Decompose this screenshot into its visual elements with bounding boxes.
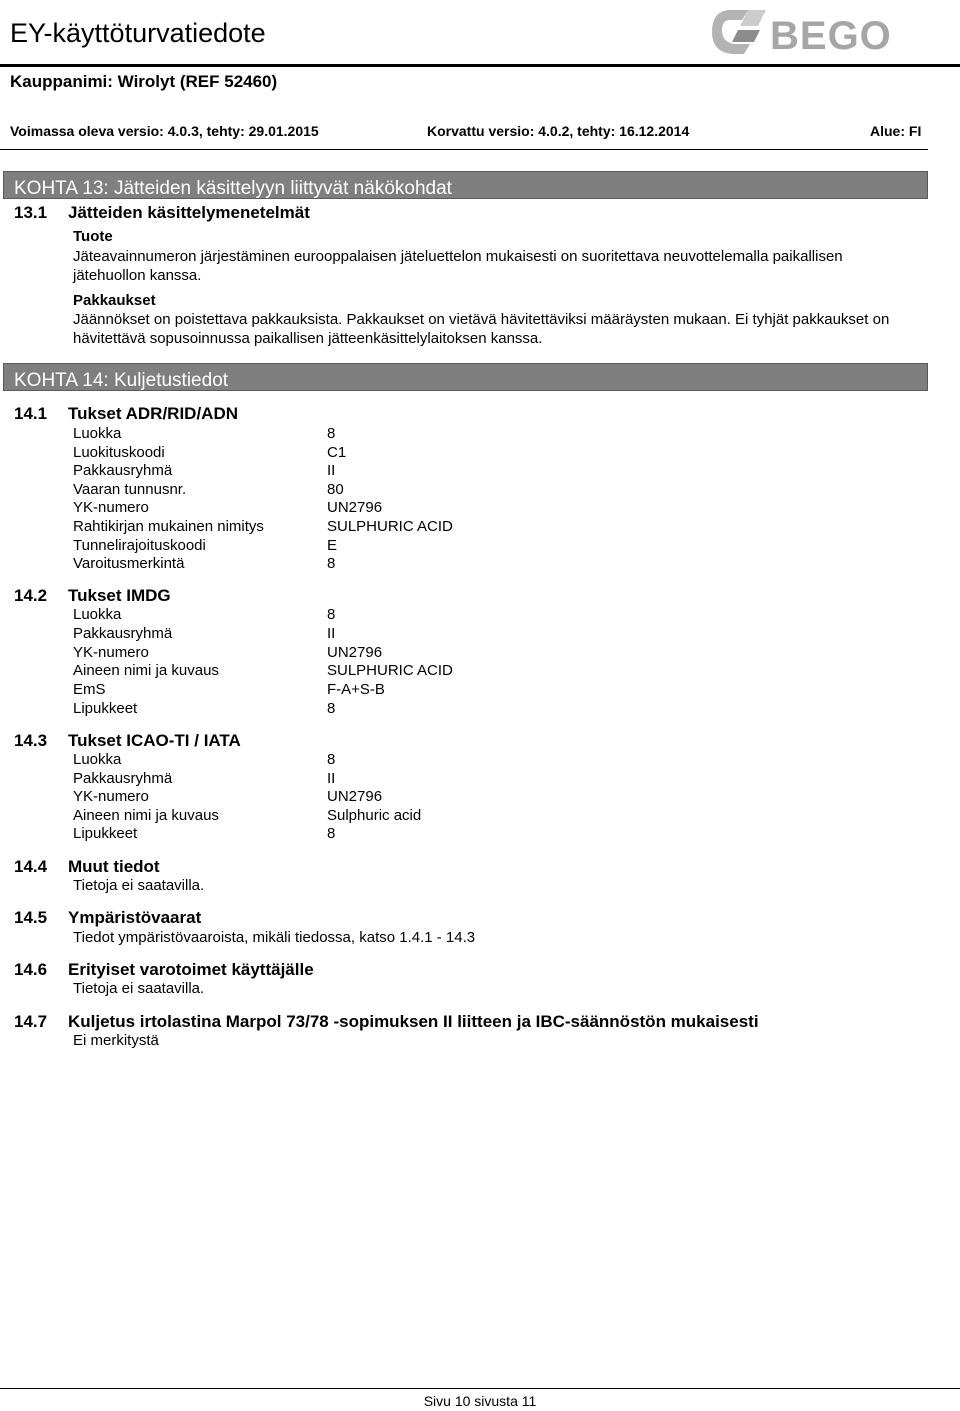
subsection-number: 14.5 [14,908,48,927]
subsection-14-2 [14,586,171,606]
bego-logo-icon [708,4,924,62]
bulk-transport-text: Ei merkitystä [73,1032,159,1049]
subsection-number: 14.3 [14,731,48,750]
footer-rule [0,1388,960,1389]
subsection-14-4 [14,857,160,877]
trade-name: Kauppanimi: Wirolyt (REF 52460) [10,72,278,91]
subsection-14-7 [14,1012,759,1032]
header-rule [0,64,960,67]
subsection-title: Tukset IMDG [68,586,171,605]
precautions-text: Tietoja ei saatavilla. [73,980,205,997]
subsection-title: Jätteiden käsittelymenetelmät [68,203,310,222]
subsection-14-6 [14,960,314,980]
subsection-title: Ympäristövaarat [68,908,202,927]
header-divider [0,149,928,150]
subsection-title: Tukset ADR/RID/ADN [68,404,239,423]
env-hazards-text: Tiedot ympäristövaaroista, mikäli tiedossa, katso 1.4.1 - 14.3 [73,929,476,946]
product-text: Jäteavainnumeron järjestäminen eurooppalaisen jäteluettelon mukaisesti on suoritettava neuvottelemalla paikallisen jätehuollon kanssa. [73,248,843,284]
section13-heading: KOHTA 13: Jätteiden käsittelyyn liittyvät näkökohdat [14,178,452,199]
subsection-13-1 [14,203,310,223]
region: Alue: FI [870,123,922,139]
subsection-number: 14.6 [14,960,48,979]
subsection-number: 14.4 [14,857,48,876]
section14-heading: KOHTA 14: Kuljetustiedot [14,370,229,391]
subsection-title: Kuljetus irtolastina Marpol 73/78 -sopimuksen II liitteen ja IBC-säännöstön mukaisesti [68,1012,759,1031]
subsection-title: Erityiset varotoimet käyttäjälle [68,960,314,979]
subsection-title: Tukset ICAO-TI / IATA [68,731,241,750]
subsection-number: 13.1 [14,203,48,222]
document-title: EY-käyttöturvatiedote [10,18,266,48]
subsection-14-3 [14,731,241,751]
subsection-14-5 [14,908,201,928]
packaging-label: Pakkaukset [73,292,156,309]
packaging-text: Jäännökset on poistettava pakkauksista. Pakkaukset on vietävä hävitettäviksi määräysten mukaan. Ei tyhjät pakkaukset on hävitettävä sopusoinnussa paikallisen jätteenkäsittelylaitoksen kanssa. [73,311,890,347]
logo-text: BEGO [770,14,892,58]
page-number: Sivu 10 sivusta 11 [423,1393,537,1409]
other-info-text: Tietoja ei saatavilla. [73,877,205,894]
subsection-number: 14.2 [14,586,48,605]
valid-version: Voimassa oleva versio: 4.0.3, tehty: 29.01.2015 [10,123,319,139]
subsection-14-1 [14,404,238,424]
subsection-number: 14.1 [14,404,48,423]
revised-version: Korvattu versio: 4.0.2, tehty: 16.12.2014 [427,123,690,139]
product-label: Tuote [73,228,113,245]
subsection-title: Muut tiedot [68,857,160,876]
subsection-number: 14.7 [14,1012,48,1031]
